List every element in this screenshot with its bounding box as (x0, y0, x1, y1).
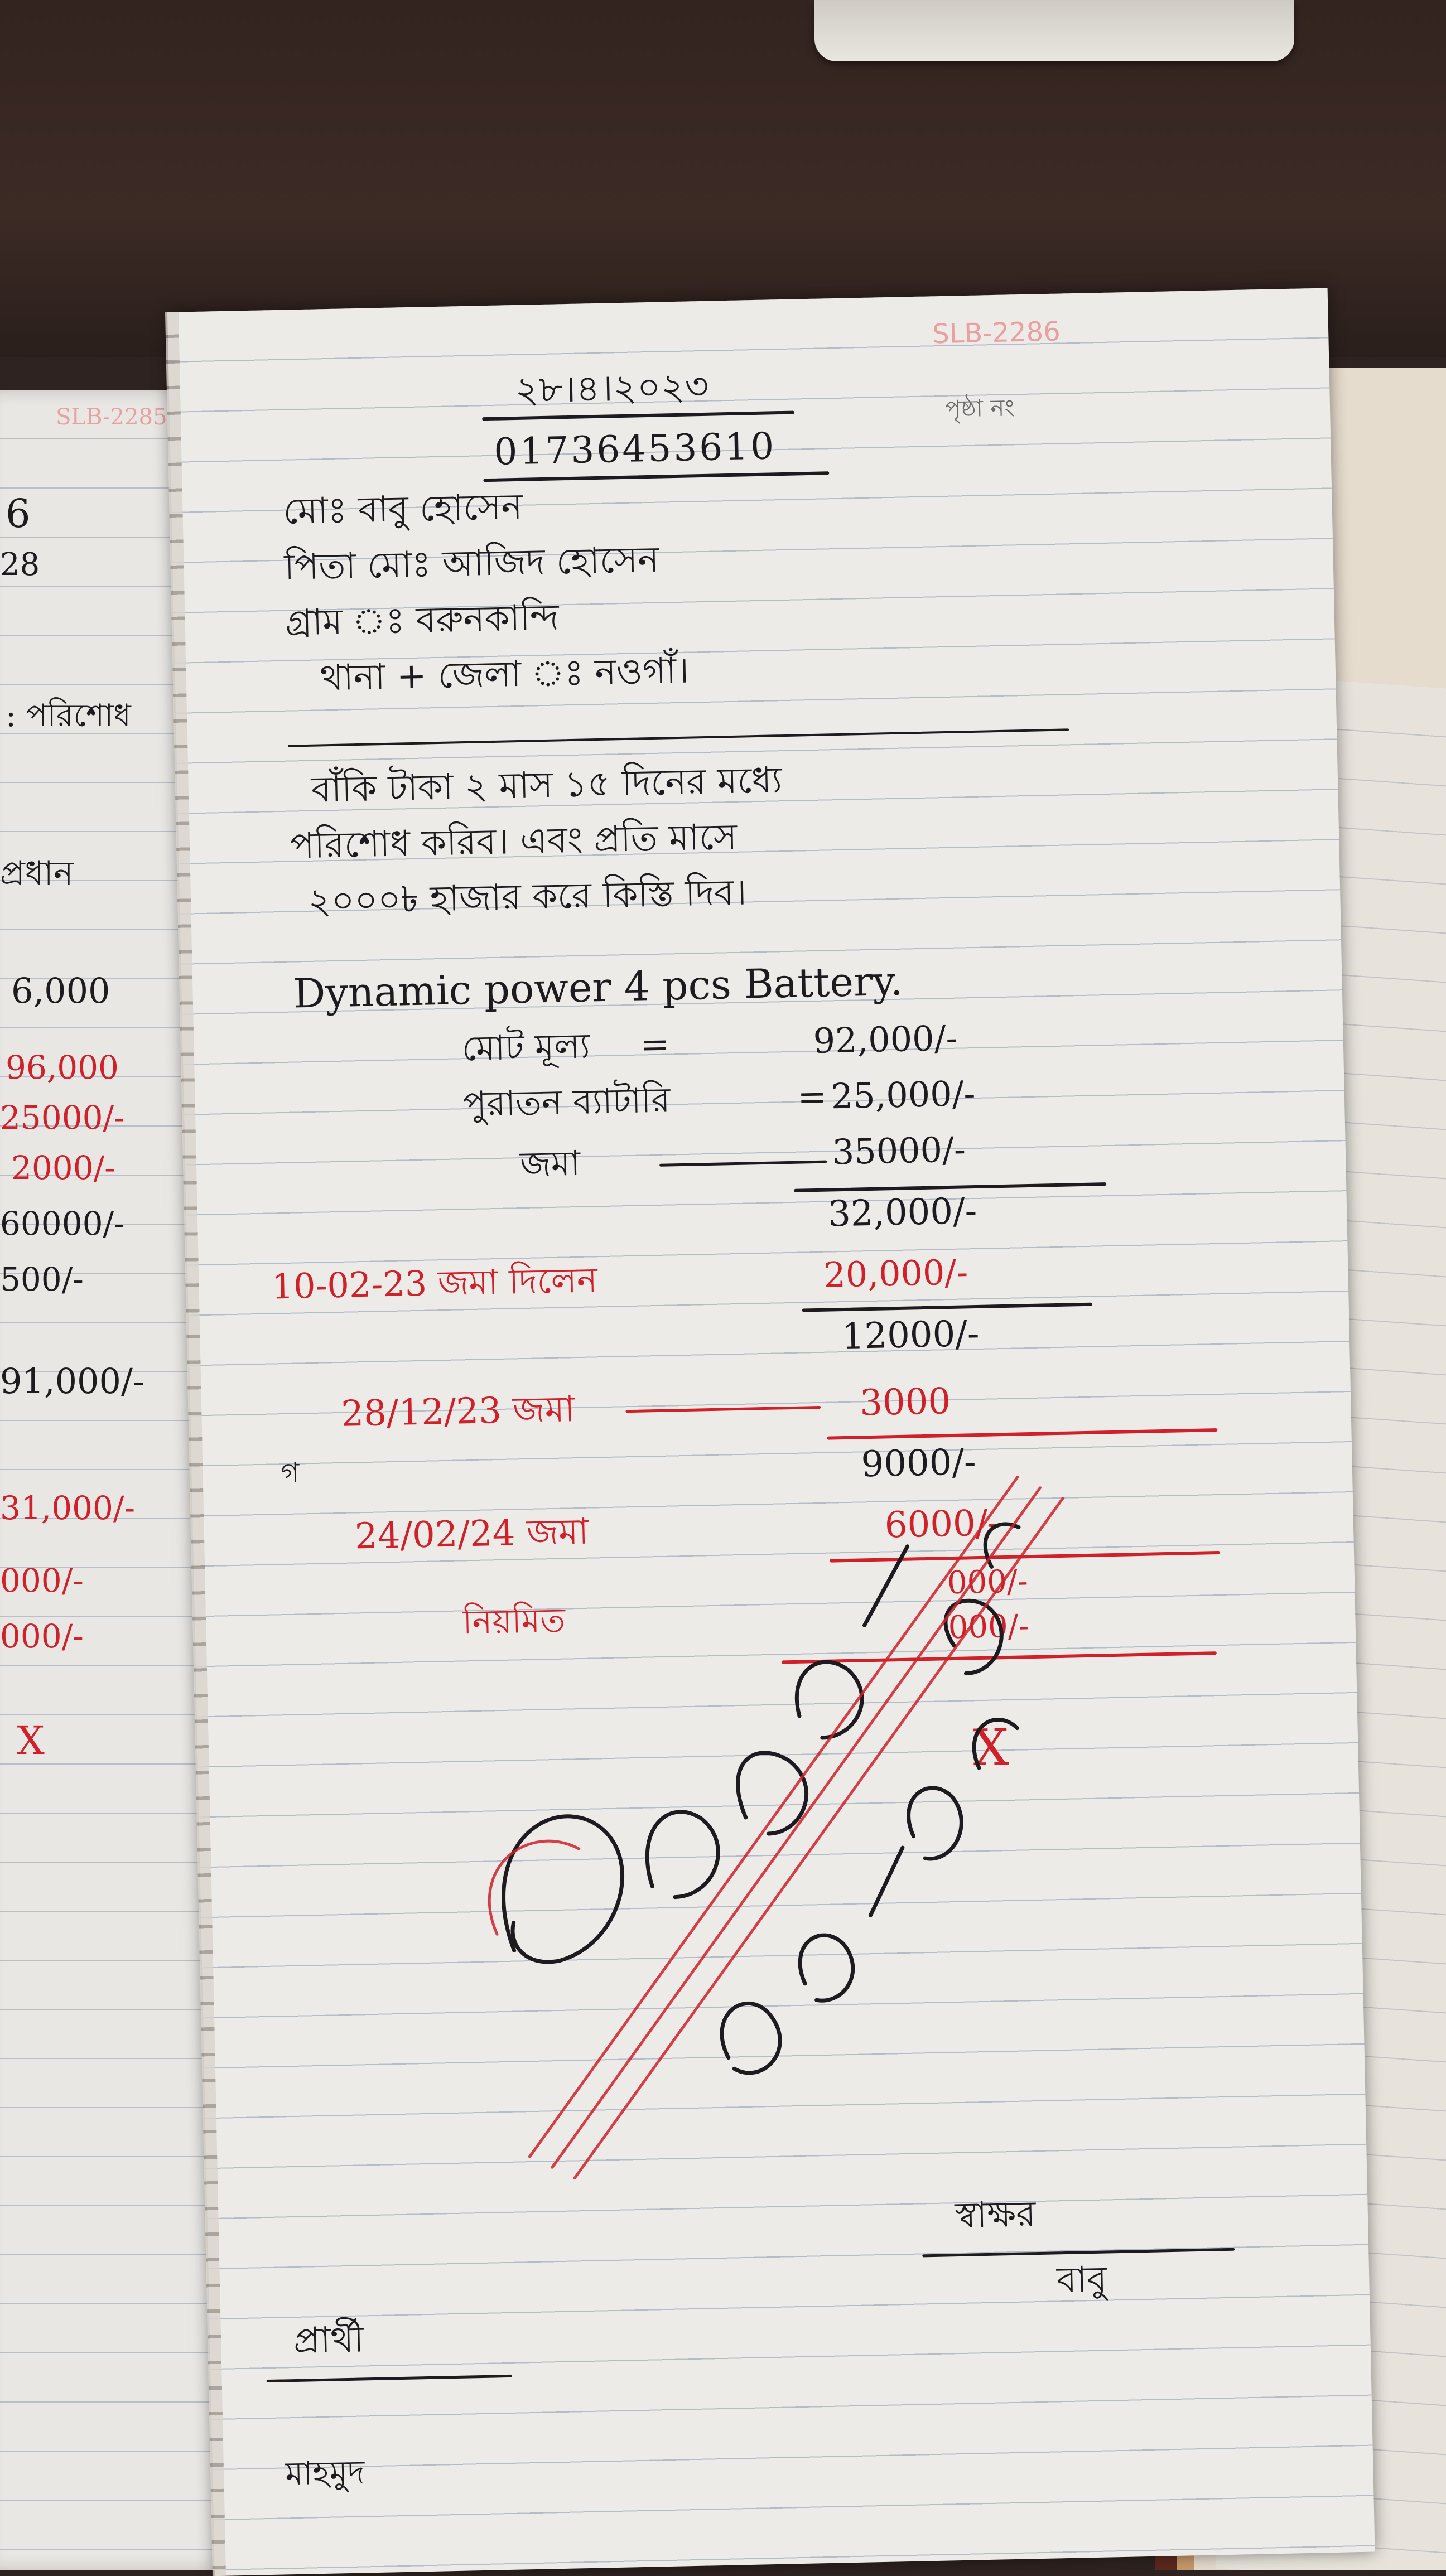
row-5-value: 000/- (948, 1608, 1030, 1646)
payment-2-value: 3000 (859, 1381, 951, 1424)
ledger-page (167, 288, 1375, 2576)
left-mark: 500/- (0, 1260, 84, 1298)
father-name: পিতা মোঃ আজিদ হোসেন (283, 539, 660, 588)
payment-3-value: 6000/- (884, 1502, 1000, 1546)
applicant-signature: মাহমুদ (285, 2453, 365, 2493)
terms-line: ২০০০৳ হাজার করে কিস্তি দিব। (307, 872, 748, 922)
payment-2-label: 28/12/23 জমা (340, 1389, 576, 1435)
left-mark: 28 (0, 547, 40, 583)
payment-1-label: 10-02-23 জমা দিলেন (271, 1259, 598, 1307)
left-mark: 2000/- (11, 1149, 115, 1187)
price-value: 92,000/- (812, 1017, 958, 1062)
small-mark: গ (281, 1456, 300, 1490)
left-mark: 6 (6, 491, 31, 537)
terms-line: বাঁকি টাকা ২ মাস ১৫ দিনের মধ্যে (311, 760, 783, 811)
deposit-label: জমা (519, 1142, 581, 1185)
row-4-value: 000/- (947, 1563, 1029, 1602)
deposit-value: 35000/- (832, 1129, 966, 1173)
paid-scrawl-graphic (401, 1305, 1257, 2270)
book-on-table (814, 0, 1294, 61)
left-mark: 6,000 (11, 970, 110, 1011)
phone-underline (483, 471, 829, 482)
old-battery-value: 25,000/- (830, 1072, 976, 1117)
red-note: নিয়মিত (462, 1601, 566, 1642)
left-mark: 000/- (0, 1617, 84, 1655)
page-number-label: পৃষ্ঠা নং (944, 394, 1015, 423)
balance-1: 32,000/- (827, 1190, 977, 1235)
left-mark: : পরিশোধ (6, 698, 131, 734)
applicant-label: প্রার্থী (293, 2319, 365, 2362)
product-line: Dynamic power 4 pcs Battery. (292, 957, 904, 1017)
witness-label: স্বাক্ষর (955, 2193, 1037, 2237)
left-mark: 000/- (0, 1562, 84, 1599)
phone-number: 01736453610 (493, 424, 777, 473)
left-mark: 31,000/- (0, 1489, 136, 1527)
red-cross: X (972, 1718, 1010, 1778)
price-equals: = (639, 1023, 670, 1065)
left-mark: 60000/- (0, 1205, 125, 1243)
thana-district: থানা + জেলা ঃ নওগাঁ। (320, 650, 690, 699)
payment-3-label: 24/02/24 জমা (354, 1511, 589, 1558)
witness-signature: বাবু (1056, 2259, 1107, 2302)
applicant-line (267, 2375, 512, 2382)
ref-number: SLB-2286 (932, 316, 1061, 350)
price-label: মোট মূল্য (461, 1025, 591, 1069)
left-ref: SLB-2285 (56, 404, 167, 430)
left-mark: প্রধান (0, 854, 74, 893)
left-mark: X (17, 1718, 45, 1763)
balance-2: 12000/- (841, 1313, 980, 1358)
village: গ্রাম ঃ বরুনকান্দি (285, 597, 560, 644)
terms-line: পরিশোধ করিব। এবং প্রতি মাসে (290, 816, 738, 867)
old-battery-equals: = (797, 1076, 827, 1118)
left-mark: 91,000/- (0, 1361, 144, 1401)
deposit-dash (659, 1161, 827, 1167)
balance-3: 9000/- (860, 1442, 977, 1486)
left-mark: 25000/- (0, 1099, 125, 1137)
date-underline (482, 411, 794, 421)
old-battery-label: পুরাতন ব্যাটারি (462, 1079, 671, 1125)
left-mark: 96,000 (6, 1048, 119, 1086)
customer-name: মোঃ বাবু হোসেন (282, 486, 523, 533)
payment-1-value: 20,000/- (823, 1251, 968, 1296)
section-divider (288, 728, 1069, 747)
entry-date: ২৮।৪।২০২৩ (514, 364, 710, 412)
